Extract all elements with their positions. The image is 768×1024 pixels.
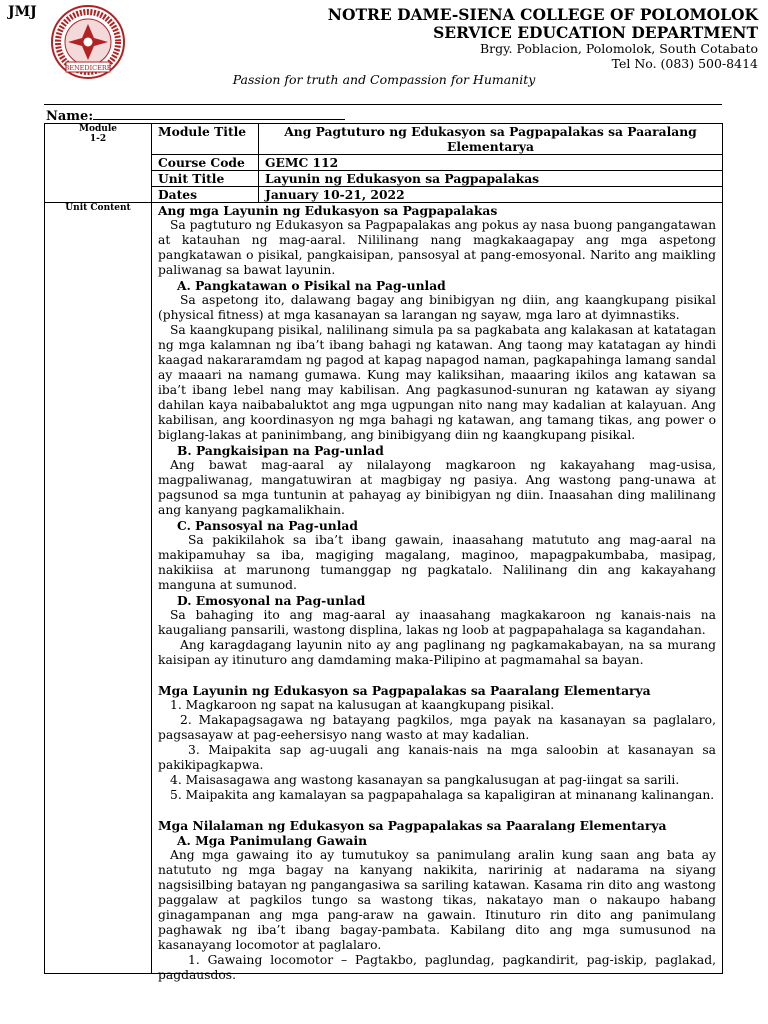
dates-key: Dates: [152, 187, 259, 203]
college-name: NOTRE DAME-SIENA COLLEGE OF POLOMOLOK: [327, 5, 758, 24]
college-seal-icon: [50, 4, 126, 80]
paragraph: Ang mga gawaing ito ay tumutukoy sa panimulang aralin kung saan ang bata ay natututo ng mga bagay na kanyang nakikita, naririnig at nadarama na siyang nagsisilbing batayan ng pangangasiwa sa sariling katawan. Kasama rin dito ang wastong paggalaw at pagkilos tungo sa wastong tikas, nakatayo man o nakaupo habang ginagampanan ang mga pang-araw na gawain. Itinuturo rin dito ang panimulang paghawak ng iba’t ibang bagay-pambata. Kabilang dito ang mga sumusunod na kasanayang locomotor at paglalaro.: [158, 848, 716, 952]
paragraph: Ang karagdagang layunin nito ay ang paglinang ng pagkamakabayan, na sa murang kaisipan ay itinuturo ang damdaming maka-Pilipino at pagmamahal sa bayan.: [158, 638, 716, 667]
section-heading: Mga Nilalaman ng Edukasyon sa Pagpapalakas sa Paaralang Elementarya: [158, 818, 667, 833]
name-field[interactable]: [46, 107, 345, 124]
list-item: 1. Gawaing locomotor – Pagtakbo, paglundag, pagkandirit, pag-iskip, paglakad, pagdausdos.: [158, 953, 716, 982]
subsection-heading: A. Mga Panimulang Gawain: [177, 833, 368, 848]
unit-title-key: Unit Title: [152, 171, 259, 187]
name-blank-line[interactable]: [93, 107, 345, 120]
module-number-cell: [45, 124, 152, 203]
seal-banner-text: BENEDICERE: [64, 64, 112, 72]
paragraph: Sa pakikilahok sa iba’t ibang gawain, inaasahang matututo ang mag-aaral na makipamuhay sa iba, magiging magalang, maginoo, mapagpakumbaba, masipag, nakikiisa at marunong tumanggap ng pagkatalo. Nalilinang din ang kakayahang manguna at sumunod.: [158, 533, 716, 592]
paragraph: Sa aspetong ito, dalawang bagay ang binibigyan ng diin, ang kaangkupang pisikal (physical fitness) at mga kasanayan sa larangan ng sayaw, mga laro at dyimnastiks.: [158, 293, 716, 322]
unit-content-body: [158, 203, 716, 982]
list-item: 3. Maipakita sap ag-uugali ang kanais-nais na mga saloobin at kasanayan sa pakikipagkapwa.: [158, 743, 716, 772]
spacer: [158, 668, 716, 683]
list-item: 4. Maisasagawa ang wastong kasanayan sa pangkalusugan at pag-iingat sa sarili.: [170, 773, 680, 787]
subsection-heading: D. Emosyonal na Pag-unlad: [177, 593, 366, 608]
module-title-value: Ang Pagtuturo ng Edukasyon sa Pagpapalakas sa Paaralang Elementarya: [259, 124, 723, 155]
subsection-heading: B. Pangkaisipan na Pag-unlad: [177, 443, 384, 458]
name-label: Name:: [46, 109, 94, 124]
paragraph: Sa pagtuturo ng Edukasyon sa Pagpapalakas ang pokus ay nasa buong pangangatawan at katauhan ng mag-aaral. Nililinang nang magkakaagapay ang mga aspetong pangkatawan o pisikal, pangkaisipan, pansosyal at pang-emosyonal. Narito ang maikling paliwanag sa bawat layunin.: [158, 218, 716, 277]
unit-content-cell: [152, 203, 723, 982]
paragraph: Sa kaangkupang pisikal, nalilinang simula pa sa pagkabata ang kalakasan at katatagan ng mga kalamnan ng iba’t ibang bahagi ng katawan. Ang taong may katatagan ay hindi kaagad nakararamdam ng pagod at kapag napagod naman, pagkapahinga lamang sandal ay maaari na namang gumawa. Kung may kaliksihan, maaaring ikilos ang katawan sa iba’t ibang lebel nang may kabilisan. Ang pagkasunod-sunuran ng katawan ay siyang dahilan kaya naibabaluktot ang mga ugpungan nito nang may kadalian at kalayuan. Ang kabilisan, ang koordinasyon ng mga bahagi ng katawan, ang tamang tikas, ang power o biglang-lakas at paninimbang, ang binibigyang diin ng kaangkupang pisikal.: [158, 323, 716, 442]
module-label: Module: [79, 124, 117, 134]
header-divider: [44, 104, 722, 105]
section-heading: Mga Layunin ng Edukasyon sa Pagpapalakas sa Paaralang Elementarya: [158, 683, 651, 698]
jmj-mark: JMJ: [8, 4, 37, 20]
list-item: 1. Magkaroon ng sapat na kalusugan at kaangkupang pisikal.: [170, 698, 555, 712]
table-row: [45, 124, 723, 155]
document-header: [0, 0, 768, 100]
college-address: Brgy. Poblacion, Polomolok, South Cotabato: [479, 41, 758, 56]
subsection-heading: A. Pangkatawan o Pisikal na Pag-unlad: [177, 278, 446, 293]
course-code-value: GEMC 112: [259, 155, 723, 171]
course-code-key: Course Code: [152, 155, 259, 171]
module-title-key: Module Title: [152, 124, 259, 155]
module-table: [44, 123, 723, 982]
unit-content-label: Unit Content: [45, 203, 152, 974]
paragraph: Ang bawat mag-aaral ay nilalayong magkaroon ng kakayahang mag-usisa, magpaliwanag, mangatuwiran at magbigay ng pasiya. Ang wastong pang-unawa at pagsunod sa mga tuntunin at pahayag ay binibigyan ng diin. Inaasahan ding malilinang ang kanyang pagkamalikhain.: [158, 458, 716, 517]
unit-title-value: Layunin ng Edukasyon sa Pagpapalakas: [259, 171, 723, 187]
module-number: 1-2: [89, 134, 107, 144]
subsection-heading: C. Pansosyal na Pag-unlad: [177, 518, 358, 533]
college-motto: Passion for truth and Compassion for Humanity: [232, 72, 536, 87]
college-telephone: Tel No. (083) 500-8414: [611, 56, 758, 71]
section-heading: Ang mga Layunin ng Edukasyon sa Pagpapalakas: [158, 203, 498, 218]
spacer: [158, 803, 716, 818]
list-item: 2. Makapagsagawa ng batayang pagkilos, mga payak na kasanayan sa paglalaro, pagsasayaw at pag-eehersisyo nang wasto at may kadalian.: [158, 713, 716, 742]
paragraph: Sa bahaging ito ang mag-aaral ay inaasahang magkakaroon ng kanais-nais na kaugaliang pansarili, wastong displina, lakas ng loob at pagpapahalaga sa kagandahan.: [158, 608, 716, 637]
list-item: 5. Maipakita ang kamalayan sa pagpapahalaga sa kapaligiran at minanang kalinangan.: [170, 788, 715, 802]
table-row: [45, 203, 723, 974]
department-name: SERVICE EDUCATION DEPARTMENT: [433, 23, 758, 42]
dates-value: January 10-21, 2022: [259, 187, 723, 203]
